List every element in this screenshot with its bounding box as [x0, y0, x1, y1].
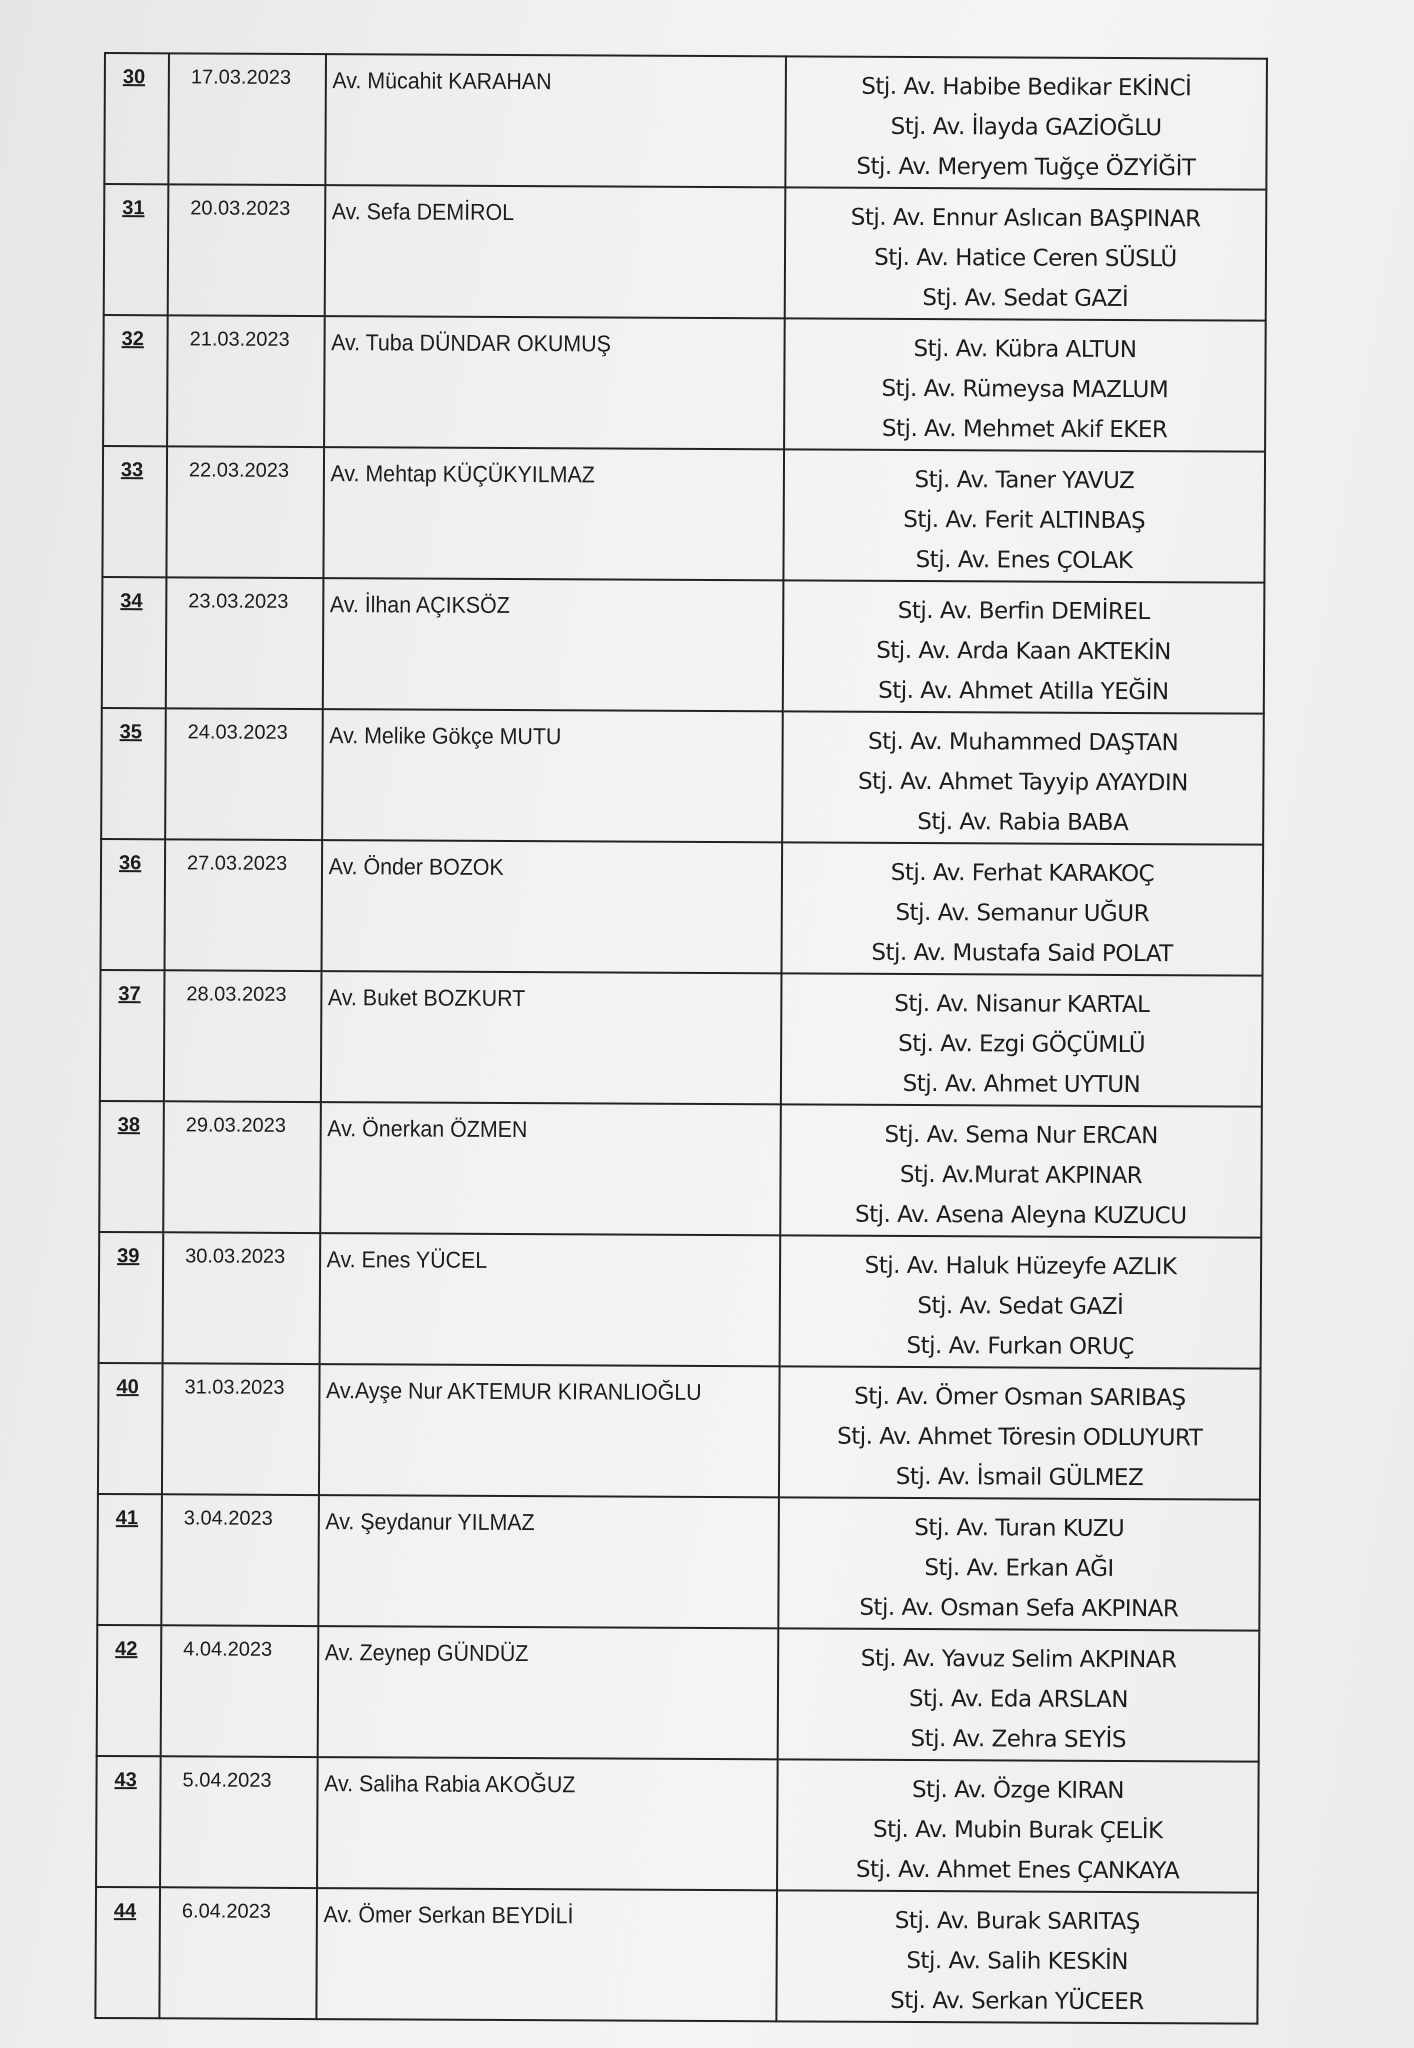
- intern-name: Stj. Av. Kübra ALTUN: [913, 335, 1137, 364]
- interns-cell: [784, 318, 1266, 451]
- row-date: 29.03.2023: [185, 1114, 286, 1137]
- row-date: 5.04.2023: [182, 1769, 272, 1792]
- intern-name: Stj. Av. Nisanur KARTAL: [894, 990, 1150, 1019]
- lawyer-name: Av. Melike Gökçe MUTU: [329, 722, 562, 750]
- intern-name: Stj. Av. Haluk Hüzeyfe AZLIK: [864, 1252, 1177, 1281]
- date-cell: [166, 577, 324, 709]
- row-date: 21.03.2023: [189, 328, 290, 351]
- lawyer-cell: [323, 447, 784, 580]
- row-date: 17.03.2023: [190, 66, 292, 89]
- table-row: [104, 53, 1267, 190]
- table-row: [99, 1232, 1262, 1369]
- intern-list: [784, 581, 1264, 712]
- row-date: 4.04.2023: [183, 1638, 273, 1661]
- date-cell: [159, 1887, 317, 2019]
- row-number: 43: [114, 1769, 137, 1792]
- intern-list: [783, 712, 1263, 843]
- row-date: 30.03.2023: [185, 1245, 286, 1268]
- intern-list: [786, 57, 1266, 188]
- table-row: [102, 577, 1265, 714]
- intern-name: Stj. Av. Ömer Osman SARIBAŞ: [854, 1383, 1186, 1412]
- intern-name: Stj. Av. Eda ARSLAN: [908, 1685, 1129, 1714]
- lawyer-name: Av. İlhan AÇIKSÖZ: [329, 591, 510, 618]
- intern-name: Stj. Av. Erkan AĞI: [924, 1555, 1114, 1582]
- table-row: [101, 839, 1264, 976]
- date-cell: [165, 839, 323, 971]
- row-number: 32: [121, 328, 144, 351]
- lawyer-cell: [316, 1888, 777, 2021]
- interns-cell: [783, 449, 1265, 582]
- intern-name: Stj. Av. Ahmet Atilla YEĞİN: [878, 677, 1169, 706]
- row-date: 3.04.2023: [183, 1507, 273, 1530]
- row-number-cell: [102, 577, 167, 708]
- intern-name: Stj. Av. Osman Sefa AKPINAR: [859, 1594, 1179, 1623]
- table-row: [103, 315, 1266, 452]
- lawyer-cell: [325, 185, 786, 318]
- intern-name: Stj. Av. Habibe Bedikar EKİNCİ: [861, 73, 1192, 102]
- row-number: 33: [120, 459, 144, 482]
- date-cell: [163, 1232, 321, 1364]
- row-number: 44: [113, 1900, 137, 1923]
- row-number-cell: [97, 1625, 162, 1756]
- intern-name: Stj. Av. Serkan YÜCEER: [890, 1987, 1144, 2016]
- intern-list: [778, 1760, 1258, 1891]
- row-number: 35: [119, 721, 142, 744]
- lawyer-cell: [321, 971, 782, 1104]
- date-cell: [167, 315, 325, 447]
- intern-list: [781, 1105, 1261, 1236]
- interns-cell: [778, 1628, 1260, 1761]
- row-number: 39: [117, 1245, 140, 1268]
- row-number-cell: [96, 1756, 161, 1887]
- interns-cell: [777, 1759, 1259, 1892]
- interns-cell: [782, 842, 1264, 975]
- table-row: [95, 1887, 1258, 2024]
- lawyer-cell: [318, 1626, 779, 1759]
- intern-name: Stj. Av. Arda Kaan AKTEKİN: [876, 637, 1171, 666]
- row-date: 22.03.2023: [188, 459, 290, 482]
- date-cell: [163, 1101, 321, 1233]
- row-number: 41: [115, 1507, 139, 1530]
- intern-name: Stj. Av. Ferit ALTINBAŞ: [903, 506, 1146, 535]
- table-row: [96, 1756, 1259, 1893]
- intern-name: Stj. Av. Meryem Tuğçe ÖZYİĞİT: [856, 153, 1196, 182]
- intern-name: Stj. Av. Rümeysa MAZLUM: [881, 375, 1169, 404]
- row-number-cell: [104, 184, 169, 315]
- lawyer-cell: [318, 1495, 779, 1628]
- table-row: [99, 1101, 1262, 1238]
- lawyer-name: Av. Sefa DEMİROL: [331, 198, 515, 226]
- schedule-sheet: [94, 52, 1261, 2016]
- intern-list: [780, 1367, 1260, 1498]
- intern-list: [781, 1236, 1261, 1367]
- table-row: [98, 1363, 1261, 1500]
- intern-name: Stj. Av. Berfin DEMİREL: [897, 597, 1150, 626]
- row-date: 6.04.2023: [181, 1900, 271, 1923]
- lawyer-name: Av. Enes YÜCEL: [326, 1246, 488, 1273]
- table-row: [97, 1625, 1260, 1762]
- intern-list: [779, 1498, 1259, 1629]
- lawyer-name: Av.Ayşe Nur AKTEMUR KIRANLIOĞLU: [325, 1377, 702, 1405]
- intern-name: Stj. Av. Ferhat KARAKOÇ: [890, 859, 1155, 888]
- intern-list: [784, 450, 1264, 581]
- date-cell: [165, 708, 323, 840]
- lawyer-name: Av. Şeydanur YILMAZ: [325, 1508, 535, 1536]
- intern-list: [783, 843, 1263, 974]
- row-number: 34: [120, 590, 143, 613]
- intern-name: Stj. Av. Burak SARITAŞ: [894, 1907, 1140, 1936]
- row-number: 36: [118, 852, 142, 875]
- interns-cell: [780, 1235, 1262, 1368]
- intern-name: Stj. Av. Turan KUZU: [914, 1514, 1125, 1543]
- row-number-cell: [99, 1232, 164, 1363]
- interns-cell: [783, 580, 1265, 713]
- schedule-table: [94, 52, 1268, 2025]
- table-row: [97, 1494, 1260, 1631]
- row-number-cell: [100, 970, 165, 1101]
- intern-name: Stj. Av. Zehra SEYİS: [910, 1725, 1127, 1754]
- row-number-cell: [97, 1494, 162, 1625]
- intern-name: Stj. Av. Mubin Burak ÇELİK: [872, 1816, 1163, 1845]
- lawyer-cell: [320, 1233, 781, 1366]
- lawyer-name: Av. Önder BOZOK: [328, 853, 504, 880]
- lawyer-name: Av. Mehtap KÜÇÜKYILMAZ: [330, 460, 595, 488]
- row-number-cell: [102, 446, 167, 577]
- row-number-cell: [98, 1363, 163, 1494]
- table-row: [101, 708, 1264, 845]
- row-number-cell: [101, 708, 166, 839]
- intern-name: Stj. Av. Ennur Aslıcan BAŞPINAR: [850, 204, 1201, 233]
- intern-list: [785, 319, 1265, 450]
- intern-name: Stj. Av. İsmail GÜLMEZ: [895, 1463, 1144, 1492]
- intern-name: Stj. Av. Yavuz Selim AKPINAR: [860, 1645, 1177, 1674]
- intern-name: Stj. Av. Furkan ORUÇ: [906, 1332, 1134, 1361]
- intern-name: Stj. Av. Asena Aleyna KUZUCU: [854, 1201, 1187, 1230]
- row-number: 38: [117, 1114, 141, 1137]
- intern-name: Stj. Av. Rabia BABA: [917, 808, 1129, 837]
- table-row: [102, 446, 1265, 583]
- intern-name: Stj. Av. Ahmet Töresin ODLUYURT: [837, 1423, 1203, 1452]
- row-number: 42: [115, 1638, 138, 1661]
- intern-name: Stj. Av. Salih KESKİN: [906, 1947, 1129, 1976]
- row-number-cell: [104, 53, 169, 184]
- intern-name: Stj. Av. Ezgi GÖÇÜMLÜ: [898, 1030, 1146, 1059]
- interns-cell: [785, 187, 1267, 320]
- lawyer-cell: [320, 1102, 781, 1235]
- intern-name: Stj. Av. Mehmet Akif EKER: [881, 415, 1168, 444]
- intern-name: Stj. Av. Sedat GAZİ: [917, 1292, 1124, 1320]
- intern-name: Stj. Av. Ahmet Enes ÇANKAYA: [855, 1856, 1180, 1885]
- row-number: 37: [118, 983, 141, 1006]
- row-date: 20.03.2023: [190, 197, 291, 220]
- row-number-cell: [95, 1887, 160, 2018]
- lawyer-name: Av. Önerkan ÖZMEN: [327, 1115, 528, 1143]
- row-date: 23.03.2023: [188, 590, 289, 613]
- table-row: [104, 184, 1267, 321]
- intern-name: Stj. Av.Murat AKPINAR: [899, 1161, 1143, 1190]
- table-row: [100, 970, 1263, 1107]
- row-number-cell: [99, 1101, 164, 1232]
- row-number: 40: [116, 1376, 139, 1399]
- lawyer-name: Av. Tuba DÜNDAR OKUMUŞ: [331, 329, 611, 357]
- interns-cell: [781, 973, 1263, 1106]
- lawyer-cell: [319, 1364, 780, 1497]
- lawyer-cell: [322, 840, 783, 973]
- row-number-cell: [101, 839, 166, 970]
- interns-cell: [782, 711, 1264, 844]
- date-cell: [164, 970, 322, 1102]
- intern-name: Stj. Av. Mustafa Said POLAT: [871, 939, 1173, 968]
- row-date: 24.03.2023: [187, 721, 288, 744]
- intern-list: [779, 1629, 1259, 1760]
- lawyer-name: Av. Ömer Serkan BEYDİLİ: [323, 1901, 574, 1929]
- row-date: 31.03.2023: [184, 1376, 285, 1399]
- date-cell: [166, 446, 324, 578]
- interns-cell: [778, 1497, 1260, 1630]
- lawyer-name: Av. Mücahit KARAHAN: [332, 67, 552, 95]
- lawyer-name: Av. Zeynep GÜNDÜZ: [324, 1639, 529, 1667]
- lawyer-cell: [325, 54, 786, 187]
- row-date: 27.03.2023: [186, 852, 288, 875]
- intern-name: Stj. Av. Semanur UĞUR: [895, 899, 1150, 928]
- interns-cell: [785, 56, 1267, 189]
- date-cell: [161, 1494, 319, 1626]
- intern-name: Stj. Av. Ahmet UYTUN: [902, 1070, 1141, 1099]
- intern-name: Stj. Av. Özge KIRAN: [911, 1776, 1125, 1805]
- lawyer-cell: [323, 578, 784, 711]
- interns-cell: [776, 1890, 1258, 2023]
- schedule-table-body: [95, 53, 1267, 2024]
- row-number-cell: [103, 315, 168, 446]
- interns-cell: [780, 1104, 1262, 1237]
- intern-list: [777, 1891, 1257, 2022]
- date-cell: [160, 1756, 318, 1888]
- intern-list: [786, 188, 1266, 319]
- intern-name: Stj. Av. Sema Nur ERCAN: [884, 1121, 1158, 1150]
- intern-name: Stj. Av. Taner YAVUZ: [914, 466, 1135, 495]
- row-number: 31: [122, 197, 145, 220]
- intern-name: Stj. Av. İlayda GAZİOĞLU: [890, 113, 1162, 142]
- intern-list: [782, 974, 1262, 1105]
- date-cell: [161, 1625, 319, 1757]
- lawyer-name: Av. Saliha Rabia AKOĞUZ: [324, 1770, 576, 1798]
- intern-name: Stj. Av. Hatice Ceren SÜSLÜ: [874, 244, 1177, 273]
- intern-name: Stj. Av. Ahmet Tayyip AYAYDIN: [857, 768, 1188, 797]
- intern-name: Stj. Av. Muhammed DAŞTAN: [867, 728, 1179, 757]
- date-cell: [168, 184, 326, 316]
- date-cell: [162, 1363, 320, 1495]
- row-number: 30: [122, 66, 146, 89]
- row-date: 28.03.2023: [186, 983, 287, 1006]
- lawyer-cell: [317, 1757, 778, 1890]
- intern-name: Stj. Av. Enes ÇOLAK: [915, 546, 1133, 575]
- lawyer-cell: [324, 316, 785, 449]
- lawyer-cell: [322, 709, 783, 842]
- interns-cell: [779, 1366, 1261, 1499]
- intern-name: Stj. Av. Sedat GAZİ: [922, 285, 1129, 313]
- lawyer-name: Av. Buket BOZKURT: [327, 984, 526, 1012]
- date-cell: [168, 53, 326, 185]
